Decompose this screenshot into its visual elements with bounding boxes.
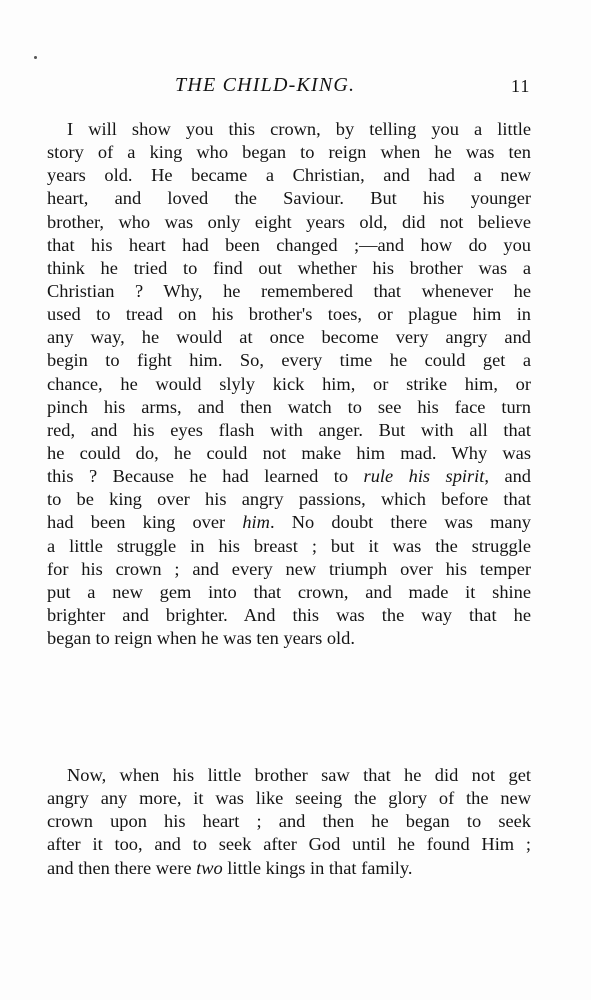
text-run: and then there were	[47, 857, 197, 878]
text-run: began to reign when he was ten years old.	[47, 628, 355, 649]
text-line	[47, 141, 531, 164]
text-line	[47, 419, 531, 442]
text-line	[47, 326, 531, 349]
text-run: think he tried to find out whether his brother was a	[47, 257, 531, 278]
text-line	[47, 604, 531, 627]
text-line	[47, 211, 531, 234]
page-number: 11	[511, 76, 531, 96]
text-run: that his heart had been changed ;—and how do you	[47, 234, 531, 255]
text-line	[47, 581, 531, 604]
text-line	[47, 857, 531, 880]
text-line	[47, 558, 531, 581]
text-line	[47, 373, 531, 396]
text-line	[47, 511, 531, 534]
italic-text: rule his spirit	[363, 466, 485, 487]
text-run: years old. He became a Christian, and had a new	[47, 165, 531, 186]
text-run: he could do, he could not make him mad. Why was	[47, 442, 531, 463]
text-line	[47, 833, 531, 856]
text-run: chance, he would slyly kick him, or strike him, or	[47, 373, 531, 394]
text-line	[47, 764, 531, 787]
text-run: angry any more, it was like seeing the glory of the new	[47, 788, 531, 809]
text-run: any way, he would at once become very angry and	[47, 327, 531, 348]
text-run: put a new gem into that crown, and made it shine	[47, 581, 531, 602]
text-run: heart, and loved the Saviour. But his younger	[47, 188, 531, 209]
text-run: after it too, and to seek after God until he found Him ;	[47, 834, 531, 855]
text-run: to be king over his angry passions, which before that	[47, 489, 531, 510]
text-run: begin to fight him. So, every time he could get a	[47, 350, 531, 371]
text-run: used to tread on his brother's toes, or plague him in	[47, 304, 531, 325]
text-line	[47, 234, 531, 257]
text-run: crown upon his heart ; and then he began to seek	[47, 811, 531, 832]
paragraph-1	[47, 118, 531, 650]
paragraph-2	[47, 764, 531, 880]
text-run: red, and his eyes flash with anger. But with all that	[47, 419, 531, 440]
ink-speck	[34, 56, 37, 59]
text-run: story of a king who began to reign when he was ten	[47, 142, 531, 163]
italic-text: two	[196, 857, 223, 878]
text-line	[47, 396, 531, 419]
text-line	[47, 488, 531, 511]
text-line	[47, 187, 531, 210]
text-run: . No doubt there was many	[269, 512, 531, 533]
text-line	[47, 280, 531, 303]
text-line	[47, 118, 531, 141]
text-run: brighter and brighter. And this was the way that he	[47, 604, 531, 625]
text-line	[47, 787, 531, 810]
text-run: Christian ? Why, he remembered that whenever he	[47, 280, 531, 301]
text-run: for his crown ; and every new triumph over his temper	[47, 558, 531, 579]
text-line	[47, 465, 531, 488]
text-line	[47, 442, 531, 465]
text-run: Now, when his little brother saw that he did not get	[67, 765, 531, 785]
text-run: had been king over	[47, 512, 243, 533]
text-run: I will show you this crown, by telling you a little	[67, 119, 531, 139]
text-run: , and	[484, 466, 532, 487]
text-line	[47, 535, 531, 558]
text-line	[47, 303, 531, 326]
running-title: THE CHILD-KING.	[175, 74, 356, 96]
text-run: little kings in that family.	[222, 857, 413, 878]
text-run: a little struggle in his breast ; but it was the struggle	[47, 535, 531, 556]
text-run: brother, who was only eight years old, did not believe	[47, 211, 531, 232]
text-line	[47, 257, 531, 280]
text-run: pinch his arms, and then watch to see his face turn	[47, 396, 531, 417]
text-line	[47, 627, 531, 650]
text-run: this ? Because he had learned to	[47, 466, 364, 487]
text-line	[47, 810, 531, 833]
italic-text: him	[242, 512, 270, 533]
text-line	[47, 164, 531, 187]
text-line	[47, 349, 531, 372]
